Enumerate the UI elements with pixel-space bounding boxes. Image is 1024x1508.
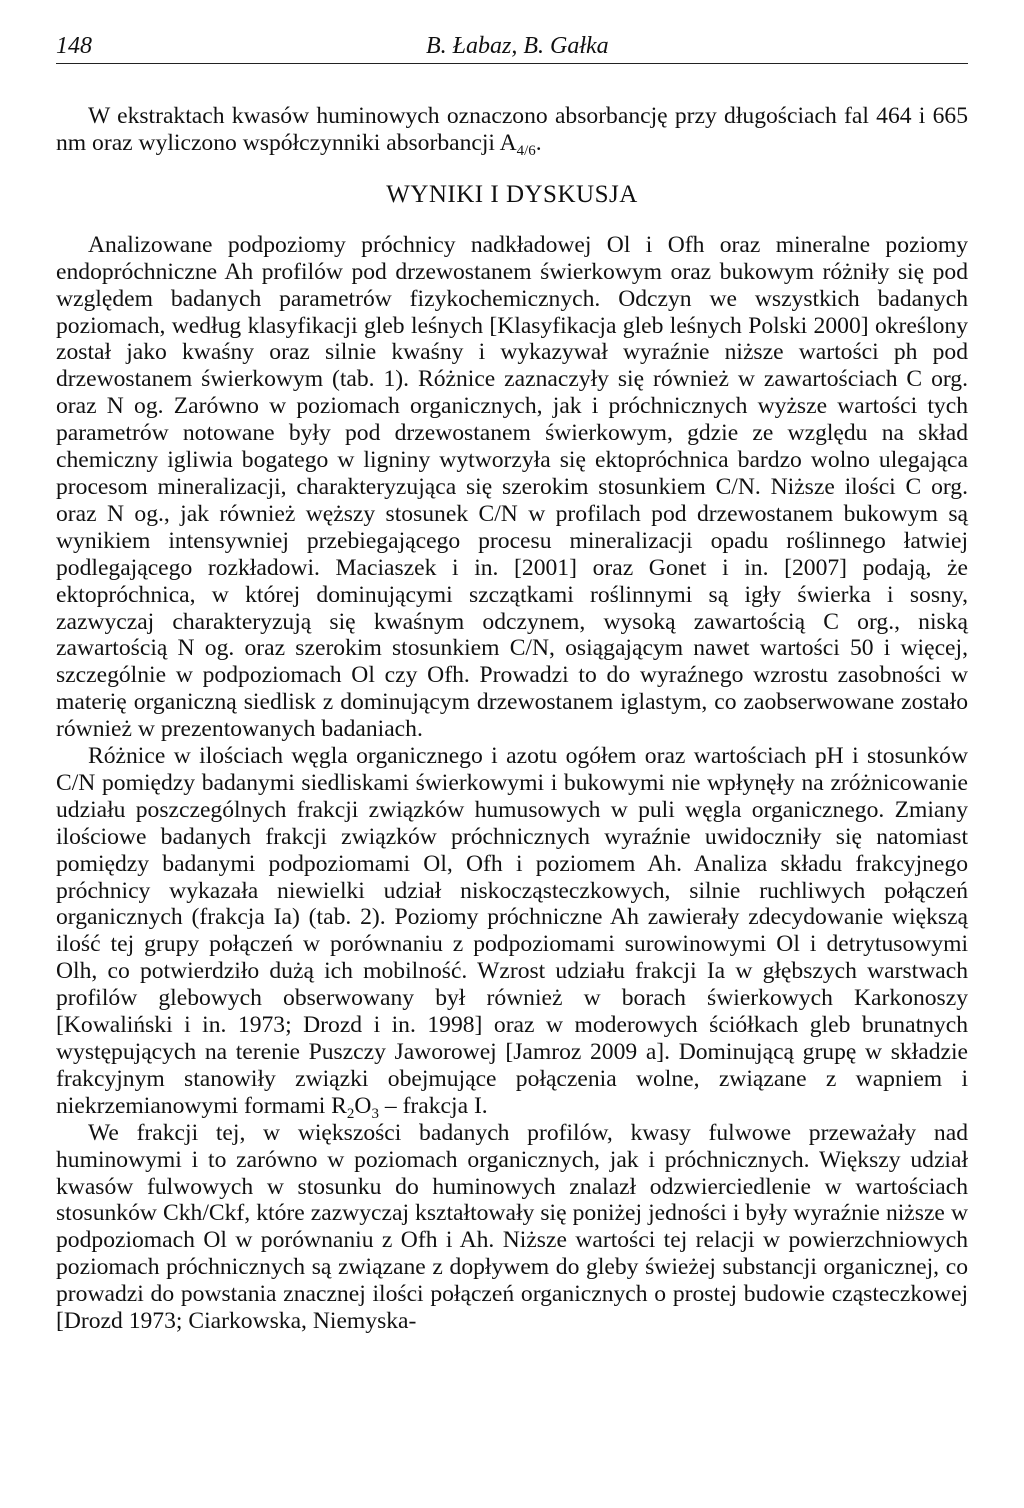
section-heading: WYNIKI I DYSKUSJA xyxy=(386,180,638,208)
para2-text: Różnice w ilościach węgla organicznego i azotu ogółem oraz wartościach pH i stosunków C/N pomiędzy badanymi siedliskami świerkowymi i bukowymi nie wpłynęły na zróżnicowanie udziału poszczególnych frakcji związków humusowych w puli węgla organicznego. Zmiany ilościowe badanych frakcji związków próchnicznych wyraźnie uwidoczniły się natomiast pomiędzy badanymi podpoziomami Ol, Ofh i poziomem Ah. Analiza składu frakcyjnego próchnicy wykazała niewielki udział niskocząsteczkowych, silnie ruchliwych połączeń organicznych (frakcja Ia) (tab. 2). Poziomy próchniczne Ah zawierały zdecydowanie większą ilość tej grupy połączeń w porównaniu z podpoziomami surowinowymi Ol i detrytusowymi Olh, co potwierdziło dużą ich mobilność. Wzrost udziału frakcji Ia w głębszych warstwach profilów glebowych obserwowany był również w borach świerkowych Karkonoszy [Kowaliński i in. 1973; Drozd i in. 1998] oraz w moderowych ściółkach gleb brunatnych występujących na terenie Puszczy Jaworowej [Jamroz 2009 a]. Dominującą grupę w składzie frakcyjnym stanowiły związki obejmujące połączenia wolne, związane z wapniem i niekrzemianowymi formami R xyxy=(56,743,968,1119)
intro-text: W ekstraktach kwasów huminowych oznaczono absorbancję przy długościach fal 464 i 665 nm oraz wyliczono współczynniki absorbancji A xyxy=(56,103,968,156)
intro-end: . xyxy=(535,129,542,156)
para2-mid: O xyxy=(354,1092,372,1119)
para2-sub1: 2 xyxy=(346,1105,355,1122)
para2-sub2: 3 xyxy=(371,1105,379,1122)
article-body xyxy=(56,103,968,1335)
results-paragraph-1: Analizowane podpoziomy próchnicy nadkładowej Ol i Ofh oraz mineralne poziomy endopróchniczne Ah profilów pod drzewostanem świerkowym oraz bukowym różniły się pod względem badanych parametrów fizykochemicznych. Odczyn we wszystkich badanych poziomach, według klasyfikacji gleb leśnych [Klasyfikacja gleb leśnych Polski 2000] określony został jako kwaśny oraz silnie kwaśny i wykazywał wyraźnie niższe wartości ph pod drzewostanem świerkowym (tab. 1). Różnice zaznaczyły się również w zawartościach C org. oraz N og. Zarówno w poziomach organicznych, jak i próchnicznych wyższe wartości tych parametrów notowane były pod drzewostanem świerkowym, gdzie ze względu na skład chemiczny igliwia bogatego w ligniny wytworzyła się ektopróchnica bardzo wolno ulegająca procesom mineralizacji, charakteryzująca się szerokim stosunkiem C/N. Niższe ilości C org. oraz N og., jak również węższy stosunek C/N w profilach pod drzewostanem bukowym są wynikiem intensywniej przebiegającego procesu mineralizacji opadu roślinnego łatwiej podlegającego rozkładowi. Maciaszek i in. [2001] oraz Gonet i in. [2007] podają, że ektopróchnica, w której dominującymi szczątkami roślinnymi są igły świerka i sosny, zazwyczaj charakteryzują się kwaśnym odczynem, wysoką zawartością C org., niską zawartością N og. oraz szerokim stosunkiem C/N, osiągającym nawet wartości 50 i więcej, szczególnie w podpoziomach Ol czy Ofh. Prowadzi to do wyraźnego wzrostu zasobności w materię organiczną siedlisk z dominującym drzewostanem iglastym, co zaobserwowane zostało również w prezentowanych badaniach. xyxy=(56,231,968,743)
running-header xyxy=(56,33,968,64)
intro-subscript: 4/6 xyxy=(516,142,536,159)
results-paragraph-2 xyxy=(56,743,968,1120)
page-number: 148 xyxy=(56,33,92,59)
running-authors: B. Łabaz, B. Gałka xyxy=(426,33,609,59)
intro-paragraph xyxy=(56,103,968,157)
para2-end: – frakcja I. xyxy=(378,1092,488,1119)
results-paragraph-3: We frakcji tej, w większości badanych profilów, kwasy fulwowe przeważały nad huminowymi i to zarówno w poziomach organicznych, jak i próchnicznych. Większy udział kwasów fulwowych w stosunku do huminowych znalazł odzwierciedlenie w wartościach stosunków Ckh/Ckf, które zazwyczaj kształtowały się poniżej jedności i były wyraźnie niższe w podpoziomach Ol w porównaniu z Ofh i Ah. Niższe wartości tej relacji w powierzchniowych poziomach próchnicznych są związane z dopływem do gleby świeżej substancji organicznej, co prowadzi do powstania znacznej ilości połączeń organicznych o prostej budowie cząsteczkowej [Drozd 1973; Ciarkowska, Niemyska- xyxy=(56,1119,968,1335)
